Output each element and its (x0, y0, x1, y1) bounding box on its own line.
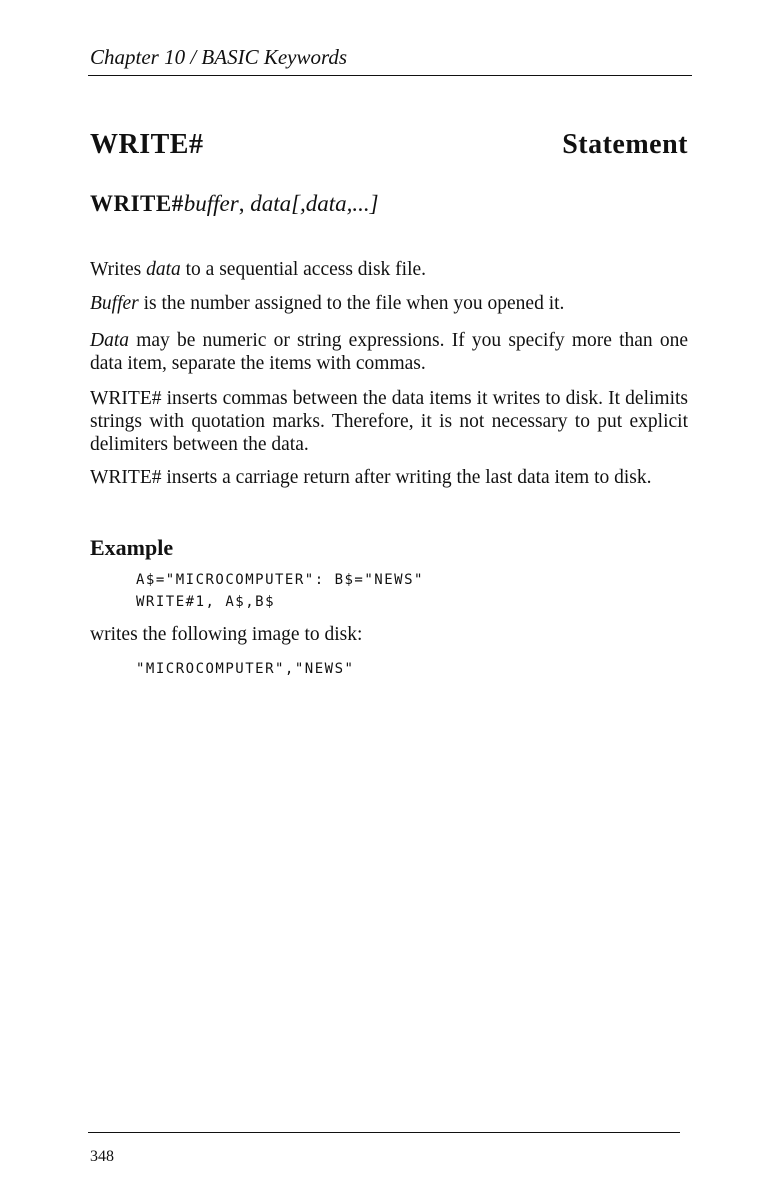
keyword-type: Statement (562, 129, 688, 160)
paragraph-emphasis: data (146, 259, 181, 280)
syntax-optional-args: [,data,...] (291, 191, 379, 216)
example-result-text: writes the following image to disk: (90, 624, 363, 645)
header-rule (88, 75, 692, 76)
running-head: Chapter 10 / BASIC Keywords (90, 45, 348, 69)
footer-rule (88, 1132, 680, 1133)
paragraph-carriage-return: WRITE# inserts a carriage return after writing the last data item to disk. (90, 467, 652, 488)
paragraph-delimiters: WRITE# inserts commas between the data items it writes to disk. It delimits strings with quotation marks. Therefore, it is not necessary to put explicit delimiters between the data. (90, 388, 688, 455)
paragraph-emphasis: Data (90, 330, 129, 351)
paragraph-emphasis: Buffer (90, 293, 139, 314)
syntax-arg-buffer: buffer (183, 191, 239, 216)
syntax-line (90, 189, 379, 219)
syntax-arg-data: data (250, 191, 292, 216)
paragraph-text: Writes (90, 259, 147, 280)
syntax-separator: , (238, 191, 251, 216)
example-heading: Example (90, 535, 174, 560)
page-number: 348 (90, 1148, 114, 1165)
paragraph-text: is the number assigned to the file when you opened it. (138, 293, 565, 314)
code-line: A$="MICROCOMPUTER": B$="NEWS" (136, 572, 424, 588)
keyword-title: WRITE# (90, 129, 204, 160)
paragraph-description (90, 258, 688, 281)
paragraph-text: to a sequential access disk file. (180, 259, 427, 280)
paragraph-data (90, 329, 688, 375)
paragraph-text: may be numeric or string expressions. If you specify more than one data item, separate the items with commas. (90, 330, 688, 374)
code-output-line: "MICROCOMPUTER","NEWS" (136, 661, 355, 677)
code-line: WRITE#1, A$,B$ (136, 594, 276, 610)
syntax-keyword: WRITE# (90, 191, 184, 216)
paragraph-buffer (90, 292, 688, 315)
